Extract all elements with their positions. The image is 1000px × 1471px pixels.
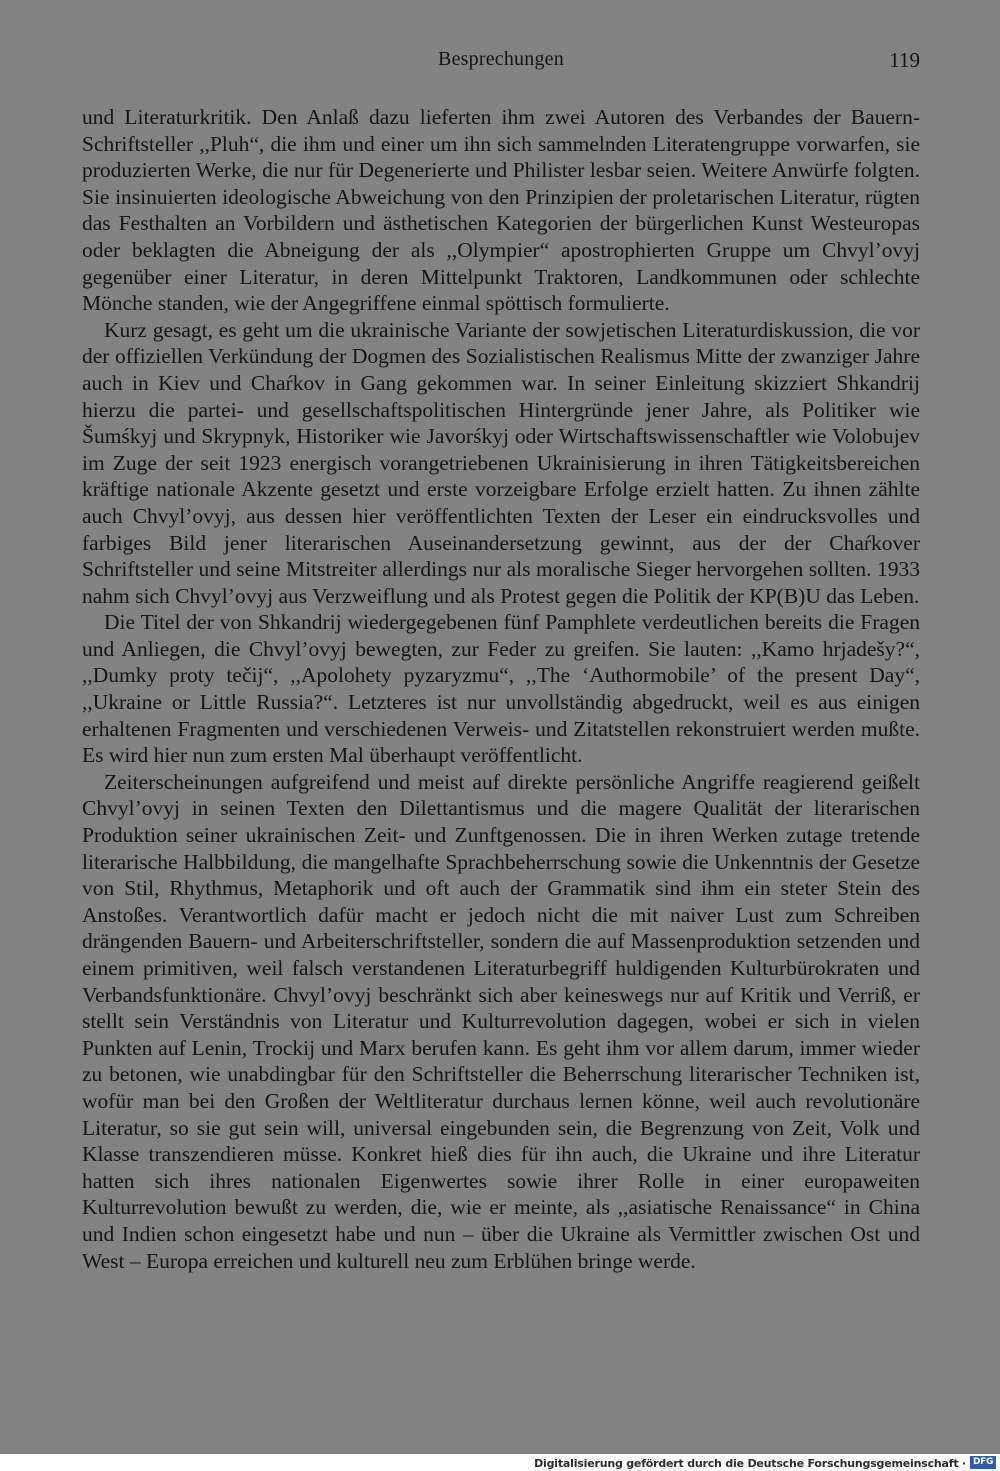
page-number: 119 bbox=[889, 48, 920, 72]
page-header bbox=[82, 48, 920, 80]
funding-note: Digitalisierung gefördert durch die Deutsche Forschungsgemeinschaft · bbox=[534, 1457, 966, 1470]
paragraph: und Literaturkritik. Den Anlaß dazu lieferten ihm zwei Autoren des Verbandes der Bauern-Schriftsteller ,,Pluh“, die ihm und einer um ihn sich sammelnden Literatengruppe vorwarfen, sie produzierten Werke, die nur für Degenerierte und Philister lesbar seien. Weitere Anwürfe folgten. Sie insinuierten ideologische Abweichung von den Prinzipien der proletarischen Literatur, rügten das Festhalten an Vorbildern und ästhetischen Kategorien der bürgerlichen Kunst Westeuropas oder beklagten die Abneigung der als ,,Olympier“ apostrophierten Gruppe um Chvyl’ovyj gegenüber einer Literatur, in deren Mittelpunkt Traktoren, Landkommunen oder schlechte Mönche standen, wie der Angegriffene einmal spöttisch formulierte. bbox=[82, 105, 920, 316]
dfg-logo-icon: DFG bbox=[970, 1456, 996, 1469]
footer-bar bbox=[0, 1454, 1000, 1471]
paragraph: Kurz gesagt, es geht um die ukrainische Variante der sowjetischen Literaturdiskussion, die vor der offiziellen Verkündung der Dogmen des Sozialistischen Realismus Mitte der zwanziger Jahre auch in Kiev und Chaŕkov in Gang gekommen war. In seiner Einleitung skizziert Shkandrij hierzu die partei- und gesellschaftspolitischen Hintergründe jener Jahre, als Politiker wie Šumśkyj und Skrypnyk, Historiker wie Javorśkyj oder Wirtschaftswissenschaftler wie Volobujev im Zuge der seit 1923 energisch vorangetriebenen Ukrainisierung in ihren Tätigkeitsbereichen kräftige nationale Akzente gesetzt und erste vorzeigbare Erfolge erzielt hatten. Zu ihnen zählte auch Chvyl’ovyj, aus dessen hier veröffentlichten Texten der Leser ein eindrucksvolles und farbiges Bild jener literarischen Auseinandersetzung gewinnt, aus der der Chaŕkover Schriftsteller und seine Mitstreiter allerdings nur als moralische Sieger hervorgehen sollten. 1933 nahm sich Chvyl’ovyj aus Verzweiflung und als Protest gegen die Politik der KP(B)U das Leben. bbox=[82, 317, 920, 608]
paragraph: Die Titel der von Shkandrij wiedergegebenen fünf Pamphlete verdeutlichen bereits die Fragen und Anliegen, die Chvyl’ovyj bewegten, zur Feder zu greifen. Sie lauten: ,,Kamo hrjadešy?“, ,,Dumky proty tečij“, ,,Apolohety pyzaryzmu“, ,,The ‘Authormobile’ of the present Day“, ,,Ukraine or Little Russia?“. Letzteres ist nur unvollständig abgedruckt, weil es aus einigen erhaltenen Fragmenten und verschiedenen Verweis- und Zitatstellen rekonstruiert werden mußte. Es wird hier nun zum ersten Mal überhaupt veröffentlicht. bbox=[82, 610, 920, 768]
paragraph: Zeiterscheinungen aufgreifend und meist auf direkte persönliche Angriffe reagierend geißelt Chvyl’ovyj in seinen Texten den Dilettantismus und die magere Qualität der literarischen Produktion seiner ukrainischen Zeit- und Zunftgenossen. Die in ihren Werken zutage tretende literarische Halbbildung, die mangelhafte Sprachbeherrschung sowie die Unkenntnis der Gesetze von Stil, Rhythmus, Metaphorik und oft auch der Grammatik sind ihm ein steter Stein des Anstoßes. Verantwortlich dafür macht er jedoch nicht die mit naiver Lust zum Schreiben drängenden Bauern- und Arbeiterschriftsteller, sondern die auf Massenproduktion setzenden und einem primitiven, weil falsch verstandenen Literaturbegriff huldigenden Kulturbürokraten und Verbandsfunktionäre. Chvyl’ovyj beschränkt sich aber keineswegs nur auf Kritik und Verriß, er stellt sein Verständnis von Literatur und Kulturrevolution dagegen, wobei er sich in vielen Punkten auf Lenin, Trockij und Marx berufen kann. Es geht ihm vor allem darum, immer wieder zu betonen, wie unabdingbar für den Schriftsteller die Beherrschung literarischer Techniken ist, wofür man bei den Großen der Weltliteratur durchaus lernen könne, weil auch revolutionäre Literatur, so sie gut sein will, universal eingebunden sein, die Begrenzung von Zeit, Volk und Klasse transzendieren müsse. Konkret hieß dies für ihn auch, die Ukraine und ihre Literatur hatten sich ihres nationalen Eigenwertes sowie ihrer Rolle in einer europaweiten Kulturrevolution bewußt zu werden, die, wie er meinte, als ,,asiatische Renaissance“ in China und Indien schon eingesetzt habe und nun – über die Ukraine als Vermittler zwischen Ost und West – Europa erreichen und kulturell neu zum Erblühen bringe werde. bbox=[82, 769, 920, 1273]
body-text bbox=[82, 104, 920, 1274]
running-title: Besprechungen bbox=[438, 48, 564, 70]
